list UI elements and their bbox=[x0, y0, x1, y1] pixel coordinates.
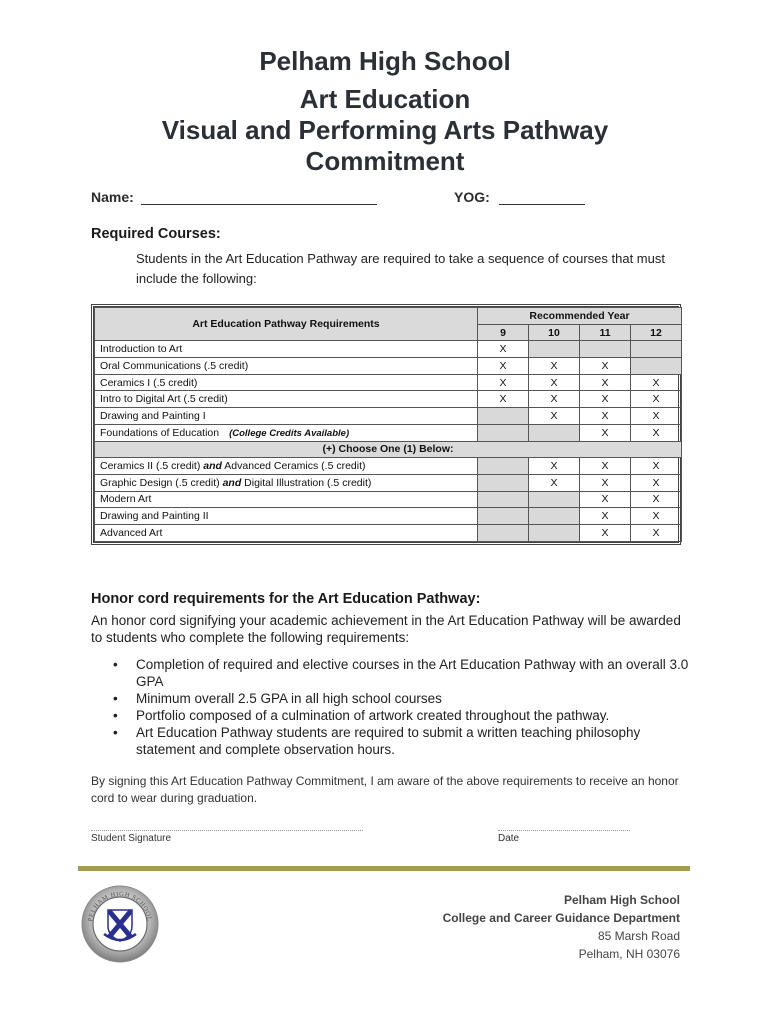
year-cell: X bbox=[631, 424, 682, 441]
course-column-header: Art Education Pathway Requirements bbox=[95, 308, 478, 341]
table-row bbox=[95, 524, 682, 541]
table-row bbox=[95, 408, 682, 425]
bullet-icon: • bbox=[113, 691, 118, 706]
table-row bbox=[95, 508, 682, 525]
year-header-12: 12 bbox=[631, 324, 682, 341]
course-name-text: Foundations of Education bbox=[100, 426, 220, 439]
year-cell: X bbox=[529, 358, 580, 375]
year-cell: X bbox=[580, 474, 631, 491]
year-cell: X bbox=[580, 374, 631, 391]
year-cell: X bbox=[631, 458, 682, 475]
bullet-icon: • bbox=[113, 725, 118, 740]
year-cell: X bbox=[631, 374, 682, 391]
yog-label: YOG: bbox=[454, 189, 490, 205]
title-line-1: Art Education bbox=[299, 84, 471, 114]
name-field[interactable] bbox=[141, 204, 377, 205]
honor-cord-heading: Honor cord requirements for the Art Education Pathway: bbox=[91, 591, 481, 607]
school-address bbox=[443, 891, 680, 963]
course-name: Advanced Art bbox=[95, 524, 478, 541]
and-conjunction: and bbox=[222, 476, 242, 489]
list-item bbox=[91, 724, 691, 758]
year-cell bbox=[478, 524, 529, 541]
college-credits-note: (College Credits Available) bbox=[229, 427, 350, 439]
table-row bbox=[95, 424, 682, 441]
year-cell bbox=[631, 341, 682, 358]
student-signature-field[interactable] bbox=[91, 830, 363, 831]
year-cell: X bbox=[580, 508, 631, 525]
title-line-2: Visual and Performing Arts Pathway bbox=[161, 115, 609, 145]
yog-field[interactable] bbox=[499, 204, 585, 205]
year-cell bbox=[529, 491, 580, 508]
year-cell bbox=[478, 424, 529, 441]
year-cell bbox=[478, 474, 529, 491]
year-cell: X bbox=[478, 341, 529, 358]
honor-requirements-list bbox=[91, 656, 691, 758]
name-yog-row bbox=[91, 189, 691, 209]
signing-statement: By signing this Art Education Pathway Commitment, I am aware of the above requirements to receive an honor cord to wear during graduation. bbox=[91, 774, 679, 805]
list-item-text: Minimum overall 2.5 GPA in all high school courses bbox=[136, 691, 442, 706]
course-name: Ceramics I (.5 credit) bbox=[95, 374, 478, 391]
year-cell bbox=[631, 358, 682, 375]
footer-divider bbox=[78, 866, 690, 871]
year-cell: X bbox=[580, 424, 631, 441]
school-name-heading: Pelham High School bbox=[259, 46, 511, 76]
course-name bbox=[95, 474, 478, 491]
year-cell bbox=[529, 524, 580, 541]
year-cell: X bbox=[529, 408, 580, 425]
course-name: Drawing and Painting II bbox=[95, 508, 478, 525]
course-a: Graphic Design (.5 credit) bbox=[100, 476, 220, 489]
date-field[interactable] bbox=[498, 830, 630, 831]
year-cell bbox=[478, 508, 529, 525]
year-cell bbox=[478, 491, 529, 508]
table-row bbox=[95, 374, 682, 391]
course-a: Ceramics II (.5 credit) bbox=[100, 460, 201, 473]
address-department: College and Career Guidance Department bbox=[442, 911, 680, 925]
address-school-name: Pelham High School bbox=[563, 893, 680, 907]
year-cell: X bbox=[631, 408, 682, 425]
school-seal-icon bbox=[80, 884, 160, 964]
address-street: 85 Marsh Road bbox=[597, 929, 680, 943]
list-item-text: Art Education Pathway students are required to submit a written teaching philosophy statement and complete observation hours. bbox=[136, 725, 641, 757]
year-cell: X bbox=[580, 408, 631, 425]
table-row bbox=[95, 391, 682, 408]
required-courses-intro: Students in the Art Education Pathway are required to take a sequence of courses that must include the following: bbox=[136, 251, 665, 286]
honor-cord-intro: An honor cord signifying your academic achievement in the Art Education Pathway will be awarded to students who complete the following requirements: bbox=[91, 613, 681, 645]
year-cell: X bbox=[529, 374, 580, 391]
year-cell bbox=[580, 341, 631, 358]
year-cell: X bbox=[631, 524, 682, 541]
year-cell: X bbox=[529, 391, 580, 408]
year-cell bbox=[529, 424, 580, 441]
year-cell bbox=[478, 458, 529, 475]
year-header-10: 10 bbox=[529, 324, 580, 341]
year-header-11: 11 bbox=[580, 324, 631, 341]
year-cell bbox=[478, 408, 529, 425]
course-b: Advanced Ceramics (.5 credit) bbox=[224, 460, 366, 473]
course-name: Intro to Digital Art (.5 credit) bbox=[95, 391, 478, 408]
year-cell: X bbox=[631, 391, 682, 408]
required-courses-heading: Required Courses: bbox=[91, 226, 221, 242]
course-b: Digital Illustration (.5 credit) bbox=[244, 476, 372, 489]
year-cell: X bbox=[529, 458, 580, 475]
address-city: Pelham, NH 03076 bbox=[578, 947, 680, 961]
choose-one-label: (+) Choose One (1) Below: bbox=[95, 441, 682, 458]
year-cell: X bbox=[580, 458, 631, 475]
and-conjunction: and bbox=[203, 460, 222, 473]
course-name bbox=[95, 424, 478, 441]
table-row bbox=[95, 458, 682, 475]
name-label: Name: bbox=[91, 189, 134, 205]
date-label: Date bbox=[498, 833, 520, 844]
year-cell: X bbox=[580, 524, 631, 541]
list-item bbox=[91, 690, 691, 707]
bullet-icon: • bbox=[113, 657, 118, 672]
table-row bbox=[95, 341, 682, 358]
table-row bbox=[95, 474, 682, 491]
year-cell bbox=[529, 341, 580, 358]
list-item-text: Portfolio composed of a culmination of artwork created throughout the pathway. bbox=[136, 708, 610, 723]
year-header-9: 9 bbox=[478, 324, 529, 341]
table-row bbox=[95, 358, 682, 375]
year-cell: X bbox=[631, 491, 682, 508]
document-title bbox=[0, 44, 770, 177]
course-name: Introduction to Art bbox=[95, 341, 478, 358]
year-cell: X bbox=[580, 491, 631, 508]
year-cell: X bbox=[478, 374, 529, 391]
svg-text:PELHAM HIGH SCHOOL: PELHAM HIGH SCHOOL bbox=[87, 890, 153, 922]
year-cell: X bbox=[478, 391, 529, 408]
list-item bbox=[91, 656, 691, 690]
table-row bbox=[95, 491, 682, 508]
year-cell: X bbox=[529, 474, 580, 491]
school-seal-logo bbox=[80, 884, 160, 964]
title-line-3: Commitment bbox=[305, 146, 465, 176]
course-name: Modern Art bbox=[95, 491, 478, 508]
year-cell: X bbox=[580, 391, 631, 408]
course-name bbox=[95, 458, 478, 475]
year-cell: X bbox=[478, 358, 529, 375]
year-cell: X bbox=[580, 358, 631, 375]
course-name: Drawing and Painting I bbox=[95, 408, 478, 425]
year-cell: X bbox=[631, 474, 682, 491]
recommended-year-header: Recommended Year bbox=[478, 308, 682, 325]
requirements-table bbox=[91, 304, 681, 545]
student-signature-label: Student Signature bbox=[91, 833, 172, 844]
year-cell bbox=[529, 508, 580, 525]
bullet-icon: • bbox=[113, 708, 118, 723]
choose-one-row bbox=[95, 441, 682, 458]
year-cell: X bbox=[631, 508, 682, 525]
list-item-text: Completion of required and elective courses in the Art Education Pathway with an overall 3.0 GPA bbox=[136, 657, 689, 689]
course-name: Oral Communications (.5 credit) bbox=[95, 358, 478, 375]
list-item bbox=[91, 707, 691, 724]
